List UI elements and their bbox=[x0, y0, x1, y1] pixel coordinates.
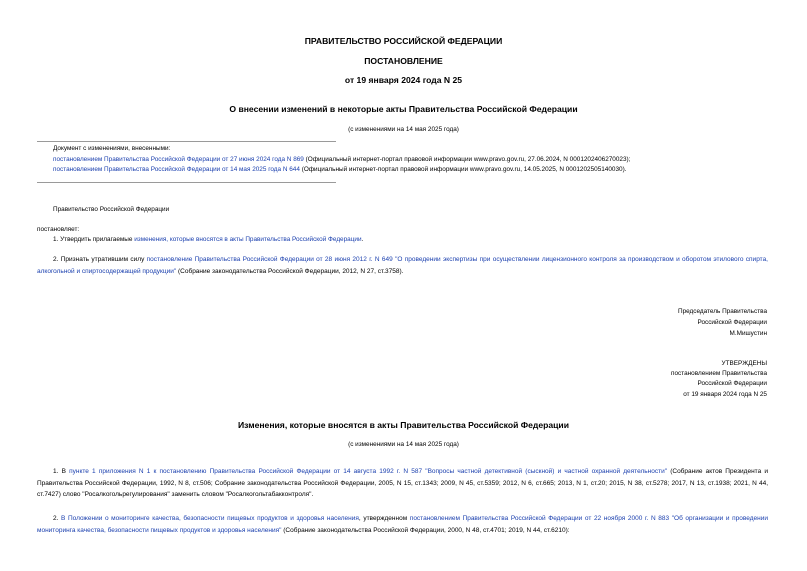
amendment-source: (Официальный интернет-портал правовой информации www.pravo.gov.ru, 14.05.2025, N 0001202505140030). bbox=[299, 166, 627, 173]
signature-title: Председатель Правительства bbox=[678, 308, 767, 315]
approved-org: Российской Федерации bbox=[697, 380, 767, 387]
amendment-link[interactable]: постановлением Правительства Российской Федерации от 14 мая 2025 года N 644 bbox=[53, 166, 300, 173]
document-title: О внесении изменений в некоторые акты Правительства Российской Федерации bbox=[229, 104, 578, 114]
divider-bottom bbox=[37, 182, 336, 183]
changes-item bbox=[53, 156, 630, 163]
approved-by: постановлением Правительства bbox=[671, 370, 767, 377]
changes-intro: Документ с изменениями, внесенными: bbox=[53, 145, 171, 152]
regulation-link[interactable]: В Положении о мониторинге качества, безопасности пищевых продуктов и здоровья населения bbox=[61, 515, 359, 522]
repealed-act-link[interactable]: постановление Правительства Российской Федерации от 28 июня 2012 г. N 649 "О проведении экспертизы при осуществлении лицензионного контроля за производством и оборотом этилового спирта, алкогольной и спиртосодержащей продукции" bbox=[37, 256, 768, 275]
resolves-label: постановляет: bbox=[37, 226, 80, 233]
document-date-number: от 19 января 2024 года N 25 bbox=[344, 75, 463, 85]
changes-item bbox=[53, 166, 627, 173]
government-heading: ПРАВИТЕЛЬСТВО РОССИЙСКОЙ ФЕДЕРАЦИИ bbox=[304, 36, 503, 46]
amendment-link[interactable]: постановлением Правительства Российской Федерации от 27 июня 2024 года N 869 bbox=[53, 156, 304, 163]
signature-org: Российской Федерации bbox=[697, 319, 767, 326]
paragraph-1: 1. Утвердить прилагаемые изменения, которые вносятся в акты Правительства Российской Федерации. bbox=[53, 236, 364, 243]
annex-link[interactable]: изменения, которые вносятся в акты Правительства Российской Федерации bbox=[134, 236, 362, 243]
annex-paragraph-2: 2. В Положении о мониторинге качества, безопасности пищевых продуктов и здоровья населения, утвержденном постановлением Правительства Российской Федерации от 22 ноября 2000 г. N 883 "Об организации и проведении мониторинга качества, безопасности пищевых продуктов и здоровья населения" (Собрание законодательства Российской Федерации, 2000, N 48, ст.4701; 2019, N 44, ст.6210): bbox=[37, 515, 768, 534]
amendment-source: (Официальный интернет-портал правовой информации www.pravo.gov.ru, 27.06.2024, N 0001202406270023); bbox=[303, 156, 631, 163]
paragraph-2: 2. Признать утратившим силу постановление Правительства Российской Федерации от 28 июня 2012 г. N 649 "О проведении экспертизы при осуществлении лицензионного контроля за производством и оборотом этилового спирта, алкогольной и спиртосодержащей продукции" (Собрание законодательства Российской Федерации, 2012, N 27, ст.3758). bbox=[37, 256, 768, 275]
signature-name: М.Мишустин bbox=[729, 330, 767, 337]
approved-date: от 19 января 2024 года N 25 bbox=[683, 391, 767, 398]
amended-act-link[interactable]: пункте 1 приложения N 1 к постановлению Правительства Российской Федерации от 14 августа 1992 г. N 587 "Вопросы частной детективной (сыскной) и частной охранной деятельности" bbox=[69, 468, 668, 475]
annex-paragraph-1: 1. В пункте 1 приложения N 1 к постановлению Правительства Российской Федерации от 14 августа 1992 г. N 587 "Вопросы частной детективной (сыскной) и частной охранной деятельности" (Собрание актов Президента и Правительства Российской Федерации, 1992, N 8, ст.506; Собрание законодательства Российской Федерации, 2005, N 15, ст.1343; 2009, N 45, ст.5359; 2012, N 6, ст.665; 2013, N 1, ст.20; 2015, N 38, ст.5278; 2017, N 13, ст.1938; 2021, N 44, ст.7427) слово "Росалкогольрегулирования" заменить словом "Росалкогольтабакконтроля". bbox=[37, 468, 768, 499]
divider-top bbox=[37, 141, 336, 142]
resolution-link[interactable]: постановлением Правительства Российской Федерации от 22 ноября 2000 г. N 883 "Об организации и проведении мониторинга качества, безопасности пищевых продуктов и здоровья населения" bbox=[37, 515, 768, 534]
annex-revision-note: (с изменениями на 14 мая 2025 года) bbox=[348, 441, 459, 448]
annex-title: Изменения, которые вносятся в акты Правительства Российской Федерации bbox=[237, 420, 569, 430]
revision-note: (с изменениями на 14 мая 2025 года) bbox=[348, 126, 459, 133]
issuer: Правительство Российской Федерации bbox=[53, 206, 170, 213]
approved-stamp: УТВЕРЖДЕНЫ bbox=[721, 360, 767, 367]
document-type: ПОСТАНОВЛЕНИЕ bbox=[364, 56, 443, 66]
